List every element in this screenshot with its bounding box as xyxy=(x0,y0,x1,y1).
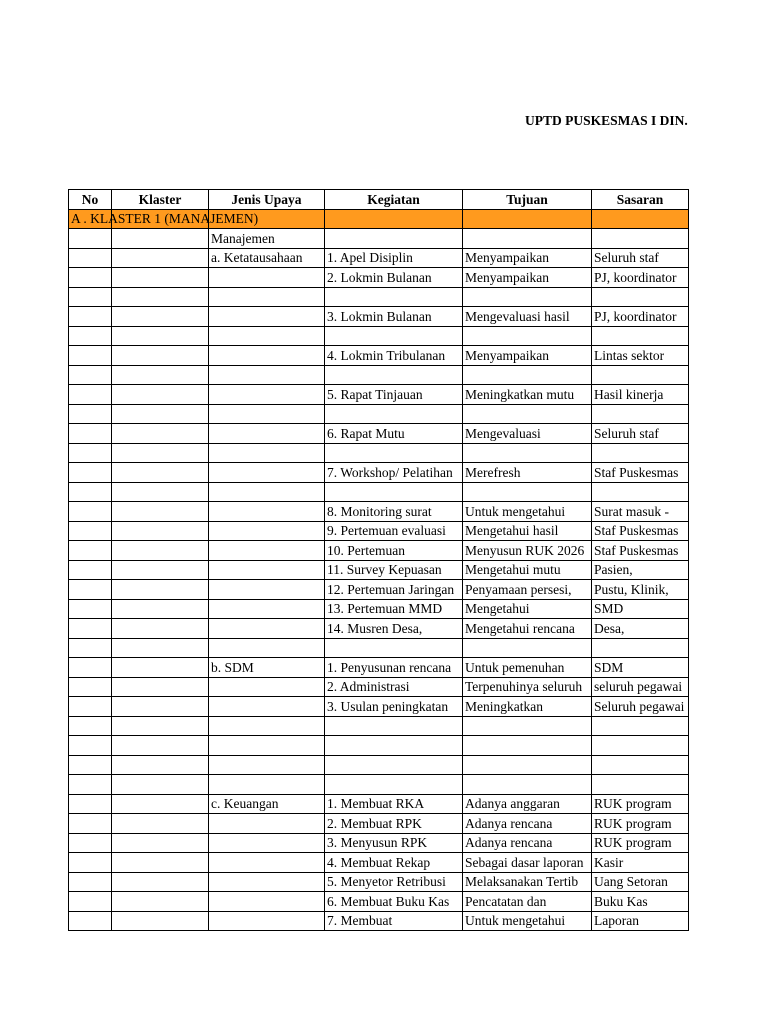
table-row xyxy=(69,794,689,814)
cell-klaster xyxy=(112,619,209,639)
cell-sasaran: Seluruh staf xyxy=(592,424,689,444)
cell-kegiatan: 3. Lokmin Bulanan xyxy=(325,307,463,327)
cell-klaster xyxy=(112,697,209,717)
section-cell-kegiatan xyxy=(325,209,463,229)
cell-no xyxy=(69,560,112,580)
table-row xyxy=(69,892,689,912)
cell-kegiatan: 6. Rapat Mutu xyxy=(325,424,463,444)
cell-sasaran: Uang Setoran xyxy=(592,872,689,892)
header-row xyxy=(69,190,689,210)
cell-no xyxy=(69,619,112,639)
cell-kegiatan xyxy=(325,365,463,385)
cell-sasaran xyxy=(592,736,689,756)
cell-jenis xyxy=(209,697,325,717)
cell-klaster xyxy=(112,502,209,522)
cell-tujuan xyxy=(463,326,592,346)
cell-tujuan: Untuk mengetahui xyxy=(463,502,592,522)
table-row xyxy=(69,268,689,288)
table-row xyxy=(69,326,689,346)
header-sasaran: Sasaran xyxy=(592,190,689,210)
cell-tujuan: Penyamaan persesi, xyxy=(463,580,592,600)
cell-sasaran: Buku Kas xyxy=(592,892,689,912)
cell-jenis xyxy=(209,541,325,561)
table-row xyxy=(69,463,689,483)
cell-tujuan: Mengevaluasi hasil xyxy=(463,307,592,327)
cell-klaster xyxy=(112,775,209,795)
cell-sasaran xyxy=(592,482,689,502)
cell-kegiatan xyxy=(325,229,463,249)
cell-no xyxy=(69,736,112,756)
cell-tujuan xyxy=(463,229,592,249)
cell-sasaran: Pustu, Klinik, xyxy=(592,580,689,600)
header-klaster: Klaster xyxy=(112,190,209,210)
document-title: UPTD PUSKESMAS I DIN. xyxy=(525,113,688,128)
activity-table xyxy=(68,189,689,931)
cell-no xyxy=(69,346,112,366)
cell-klaster xyxy=(112,658,209,678)
cell-klaster xyxy=(112,716,209,736)
cell-klaster xyxy=(112,307,209,327)
table-row xyxy=(69,755,689,775)
cell-sasaran: PJ, koordinator xyxy=(592,307,689,327)
cell-jenis xyxy=(209,385,325,405)
cell-kegiatan: 7. Workshop/ Pelatihan xyxy=(325,463,463,483)
cell-kegiatan: 1. Membuat RKA xyxy=(325,794,463,814)
cell-no xyxy=(69,229,112,249)
cell-klaster xyxy=(112,365,209,385)
cell-kegiatan xyxy=(325,404,463,424)
cell-klaster xyxy=(112,404,209,424)
cell-jenis xyxy=(209,268,325,288)
cell-jenis xyxy=(209,911,325,931)
cell-kegiatan: 3. Usulan peningkatan xyxy=(325,697,463,717)
cell-sasaran xyxy=(592,775,689,795)
cell-klaster xyxy=(112,755,209,775)
cell-klaster xyxy=(112,736,209,756)
cell-jenis xyxy=(209,580,325,600)
cell-tujuan: Meningkatkan mutu xyxy=(463,385,592,405)
cell-klaster xyxy=(112,541,209,561)
cell-sasaran xyxy=(592,365,689,385)
cell-klaster xyxy=(112,580,209,600)
cell-jenis xyxy=(209,424,325,444)
cell-kegiatan: 9. Pertemuan evaluasi xyxy=(325,521,463,541)
table-row xyxy=(69,599,689,619)
cell-kegiatan: 2. Membuat RPK xyxy=(325,814,463,834)
cell-jenis: b. SDM xyxy=(209,658,325,678)
table-row xyxy=(69,658,689,678)
cell-klaster xyxy=(112,424,209,444)
cell-klaster xyxy=(112,268,209,288)
table-row xyxy=(69,385,689,405)
cell-sasaran: RUK program xyxy=(592,833,689,853)
cell-jenis xyxy=(209,326,325,346)
cell-kegiatan: 4. Lokmin Tribulanan xyxy=(325,346,463,366)
cell-no xyxy=(69,853,112,873)
cell-jenis xyxy=(209,599,325,619)
cell-klaster xyxy=(112,385,209,405)
cell-kegiatan: 6. Membuat Buku Kas xyxy=(325,892,463,912)
cell-tujuan xyxy=(463,365,592,385)
cell-tujuan: Adanya anggaran xyxy=(463,794,592,814)
cell-klaster xyxy=(112,853,209,873)
cell-jenis xyxy=(209,872,325,892)
cell-jenis xyxy=(209,404,325,424)
cell-sasaran xyxy=(592,404,689,424)
cell-no xyxy=(69,541,112,561)
cell-kegiatan: 3. Menyusun RPK xyxy=(325,833,463,853)
cell-kegiatan: 12. Pertemuan Jaringan xyxy=(325,580,463,600)
cell-jenis xyxy=(209,521,325,541)
cell-klaster xyxy=(112,638,209,658)
cell-sasaran: RUK program xyxy=(592,814,689,834)
cell-tujuan: Mengetahui xyxy=(463,599,592,619)
cell-klaster xyxy=(112,911,209,931)
cell-no xyxy=(69,365,112,385)
cell-kegiatan xyxy=(325,482,463,502)
cell-sasaran: Hasil kinerja xyxy=(592,385,689,405)
cell-sasaran: SMD xyxy=(592,599,689,619)
cell-tujuan: Untuk pemenuhan xyxy=(463,658,592,678)
cell-klaster xyxy=(112,248,209,268)
table-row xyxy=(69,872,689,892)
cell-no xyxy=(69,463,112,483)
cell-sasaran xyxy=(592,287,689,307)
cell-no xyxy=(69,287,112,307)
cell-kegiatan xyxy=(325,326,463,346)
cell-kegiatan: 4. Membuat Rekap xyxy=(325,853,463,873)
cell-kegiatan: 1. Penyusunan rencana xyxy=(325,658,463,678)
cell-tujuan xyxy=(463,775,592,795)
cell-kegiatan xyxy=(325,443,463,463)
cell-kegiatan: 1. Apel Disiplin xyxy=(325,248,463,268)
cell-kegiatan xyxy=(325,775,463,795)
cell-sasaran xyxy=(592,716,689,736)
header-jenis-upaya: Jenis Upaya xyxy=(209,190,325,210)
table-row xyxy=(69,911,689,931)
cell-no xyxy=(69,326,112,346)
cell-sasaran: Surat masuk - xyxy=(592,502,689,522)
cell-tujuan: Sebagai dasar laporan xyxy=(463,853,592,873)
cell-jenis xyxy=(209,287,325,307)
cell-jenis xyxy=(209,677,325,697)
cell-kegiatan: 13. Pertemuan MMD xyxy=(325,599,463,619)
cell-sasaran: Kasir xyxy=(592,853,689,873)
cell-kegiatan xyxy=(325,755,463,775)
section-cell-no xyxy=(69,209,259,229)
cell-klaster xyxy=(112,521,209,541)
cell-tujuan: Mengevaluasi xyxy=(463,424,592,444)
cell-jenis xyxy=(209,365,325,385)
cell-jenis xyxy=(209,307,325,327)
cell-sasaran: RUK program xyxy=(592,794,689,814)
cell-tujuan: Terpenuhinya seluruh xyxy=(463,677,592,697)
table-row xyxy=(69,307,689,327)
cell-kegiatan: 5. Menyetor Retribusi xyxy=(325,872,463,892)
cell-klaster xyxy=(112,794,209,814)
cell-tujuan xyxy=(463,755,592,775)
cell-klaster xyxy=(112,599,209,619)
table-row xyxy=(69,287,689,307)
table-row xyxy=(69,248,689,268)
table-row xyxy=(69,619,689,639)
cell-tujuan: Adanya rencana xyxy=(463,833,592,853)
cell-no xyxy=(69,911,112,931)
cell-jenis xyxy=(209,502,325,522)
cell-kegiatan: 8. Monitoring surat xyxy=(325,502,463,522)
table-row xyxy=(69,716,689,736)
cell-klaster xyxy=(112,814,209,834)
cell-klaster xyxy=(112,287,209,307)
cell-tujuan: Menyampaikan xyxy=(463,346,592,366)
cell-klaster xyxy=(112,833,209,853)
cell-no xyxy=(69,424,112,444)
table-row xyxy=(69,775,689,795)
cell-tujuan: Mengetahui hasil xyxy=(463,521,592,541)
table-row xyxy=(69,404,689,424)
cell-tujuan xyxy=(463,287,592,307)
table-row xyxy=(69,541,689,561)
cell-sasaran: Desa, xyxy=(592,619,689,639)
table-row xyxy=(69,502,689,522)
cell-sasaran: Lintas sektor xyxy=(592,346,689,366)
cell-klaster xyxy=(112,872,209,892)
cell-jenis: a. Ketatausahaan xyxy=(209,248,325,268)
header-kegiatan: Kegiatan xyxy=(325,190,463,210)
cell-jenis xyxy=(209,775,325,795)
cell-jenis xyxy=(209,443,325,463)
cell-tujuan: Adanya rencana xyxy=(463,814,592,834)
cell-jenis xyxy=(209,736,325,756)
table-row xyxy=(69,229,689,249)
cell-tujuan: Menyampaikan xyxy=(463,248,592,268)
cell-tujuan xyxy=(463,482,592,502)
cell-no xyxy=(69,814,112,834)
cell-tujuan xyxy=(463,404,592,424)
cell-klaster xyxy=(112,443,209,463)
cell-tujuan: Melaksanakan Tertib xyxy=(463,872,592,892)
cell-no xyxy=(69,521,112,541)
section-cell-tujuan xyxy=(463,209,592,229)
cell-jenis xyxy=(209,346,325,366)
cell-no xyxy=(69,385,112,405)
cell-no xyxy=(69,443,112,463)
table-row xyxy=(69,560,689,580)
cell-tujuan: Mengetahui rencana xyxy=(463,619,592,639)
table-row xyxy=(69,638,689,658)
cell-no xyxy=(69,677,112,697)
cell-kegiatan: 11. Survey Kepuasan xyxy=(325,560,463,580)
cell-jenis xyxy=(209,814,325,834)
cell-tujuan: Meningkatkan xyxy=(463,697,592,717)
cell-no xyxy=(69,599,112,619)
cell-no xyxy=(69,638,112,658)
cell-no xyxy=(69,482,112,502)
cell-kegiatan: 2. Administrasi xyxy=(325,677,463,697)
cell-jenis xyxy=(209,463,325,483)
cell-no xyxy=(69,404,112,424)
table-row xyxy=(69,814,689,834)
cell-kegiatan: 14. Musren Desa, xyxy=(325,619,463,639)
cell-kegiatan xyxy=(325,716,463,736)
cell-no xyxy=(69,755,112,775)
cell-sasaran xyxy=(592,443,689,463)
cell-tujuan xyxy=(463,638,592,658)
header-no: No xyxy=(69,190,112,210)
cell-jenis xyxy=(209,853,325,873)
cell-no xyxy=(69,502,112,522)
cell-jenis xyxy=(209,638,325,658)
cell-no xyxy=(69,580,112,600)
cell-klaster xyxy=(112,463,209,483)
cell-jenis xyxy=(209,619,325,639)
table-row xyxy=(69,677,689,697)
cell-tujuan xyxy=(463,443,592,463)
section-label: A . KLASTER 1 (MANAJEMEN) xyxy=(71,210,259,226)
cell-no xyxy=(69,697,112,717)
cell-jenis: c. Keuangan xyxy=(209,794,325,814)
cell-no xyxy=(69,307,112,327)
cell-sasaran: Laporan xyxy=(592,911,689,931)
table-row xyxy=(69,424,689,444)
cell-no xyxy=(69,658,112,678)
table-row xyxy=(69,580,689,600)
cell-kegiatan: 10. Pertemuan xyxy=(325,541,463,561)
cell-sasaran: Staf Puskesmas xyxy=(592,541,689,561)
cell-no xyxy=(69,872,112,892)
cell-no xyxy=(69,716,112,736)
table-row xyxy=(69,853,689,873)
cell-jenis: Manajemen xyxy=(209,229,325,249)
table-row xyxy=(69,736,689,756)
cell-sasaran: PJ, koordinator xyxy=(592,268,689,288)
cell-jenis xyxy=(209,892,325,912)
cell-no xyxy=(69,794,112,814)
cell-sasaran xyxy=(592,638,689,658)
cell-kegiatan xyxy=(325,287,463,307)
cell-jenis xyxy=(209,482,325,502)
table-row xyxy=(69,443,689,463)
cell-jenis xyxy=(209,755,325,775)
cell-klaster xyxy=(112,346,209,366)
cell-no xyxy=(69,248,112,268)
cell-klaster xyxy=(112,892,209,912)
cell-sasaran xyxy=(592,229,689,249)
cell-sasaran: Seluruh pegawai xyxy=(592,697,689,717)
cell-kegiatan xyxy=(325,736,463,756)
cell-no xyxy=(69,833,112,853)
cell-sasaran: Seluruh staf xyxy=(592,248,689,268)
cell-tujuan: Untuk mengetahui xyxy=(463,911,592,931)
cell-klaster xyxy=(112,326,209,346)
cell-sasaran: Pasien, xyxy=(592,560,689,580)
cell-tujuan: Mengetahui mutu xyxy=(463,560,592,580)
cell-sasaran: SDM xyxy=(592,658,689,678)
cell-tujuan: Merefresh xyxy=(463,463,592,483)
header-tujuan: Tujuan xyxy=(463,190,592,210)
cell-sasaran xyxy=(592,755,689,775)
cell-klaster xyxy=(112,560,209,580)
cell-tujuan xyxy=(463,736,592,756)
section-row xyxy=(69,209,689,229)
cell-tujuan: Menyampaikan xyxy=(463,268,592,288)
section-cell-sasaran xyxy=(592,209,689,229)
table-body xyxy=(69,209,689,931)
table-row xyxy=(69,482,689,502)
cell-jenis xyxy=(209,833,325,853)
table-row xyxy=(69,833,689,853)
cell-sasaran xyxy=(592,326,689,346)
cell-sasaran: seluruh pegawai xyxy=(592,677,689,697)
cell-tujuan: Menyusun RUK 2026 xyxy=(463,541,592,561)
table-row xyxy=(69,346,689,366)
cell-kegiatan: 7. Membuat xyxy=(325,911,463,931)
table-row xyxy=(69,365,689,385)
cell-klaster xyxy=(112,482,209,502)
cell-no xyxy=(69,775,112,795)
cell-sasaran: Staf Puskesmas xyxy=(592,521,689,541)
cell-no xyxy=(69,892,112,912)
cell-kegiatan: 5. Rapat Tinjauan xyxy=(325,385,463,405)
cell-tujuan: Pencatatan dan xyxy=(463,892,592,912)
table-row xyxy=(69,521,689,541)
cell-klaster xyxy=(112,229,209,249)
cell-klaster xyxy=(112,677,209,697)
cell-kegiatan xyxy=(325,638,463,658)
table-row xyxy=(69,697,689,717)
cell-jenis xyxy=(209,716,325,736)
cell-kegiatan: 2. Lokmin Bulanan xyxy=(325,268,463,288)
cell-no xyxy=(69,268,112,288)
cell-tujuan xyxy=(463,716,592,736)
cell-jenis xyxy=(209,560,325,580)
cell-sasaran: Staf Puskesmas xyxy=(592,463,689,483)
